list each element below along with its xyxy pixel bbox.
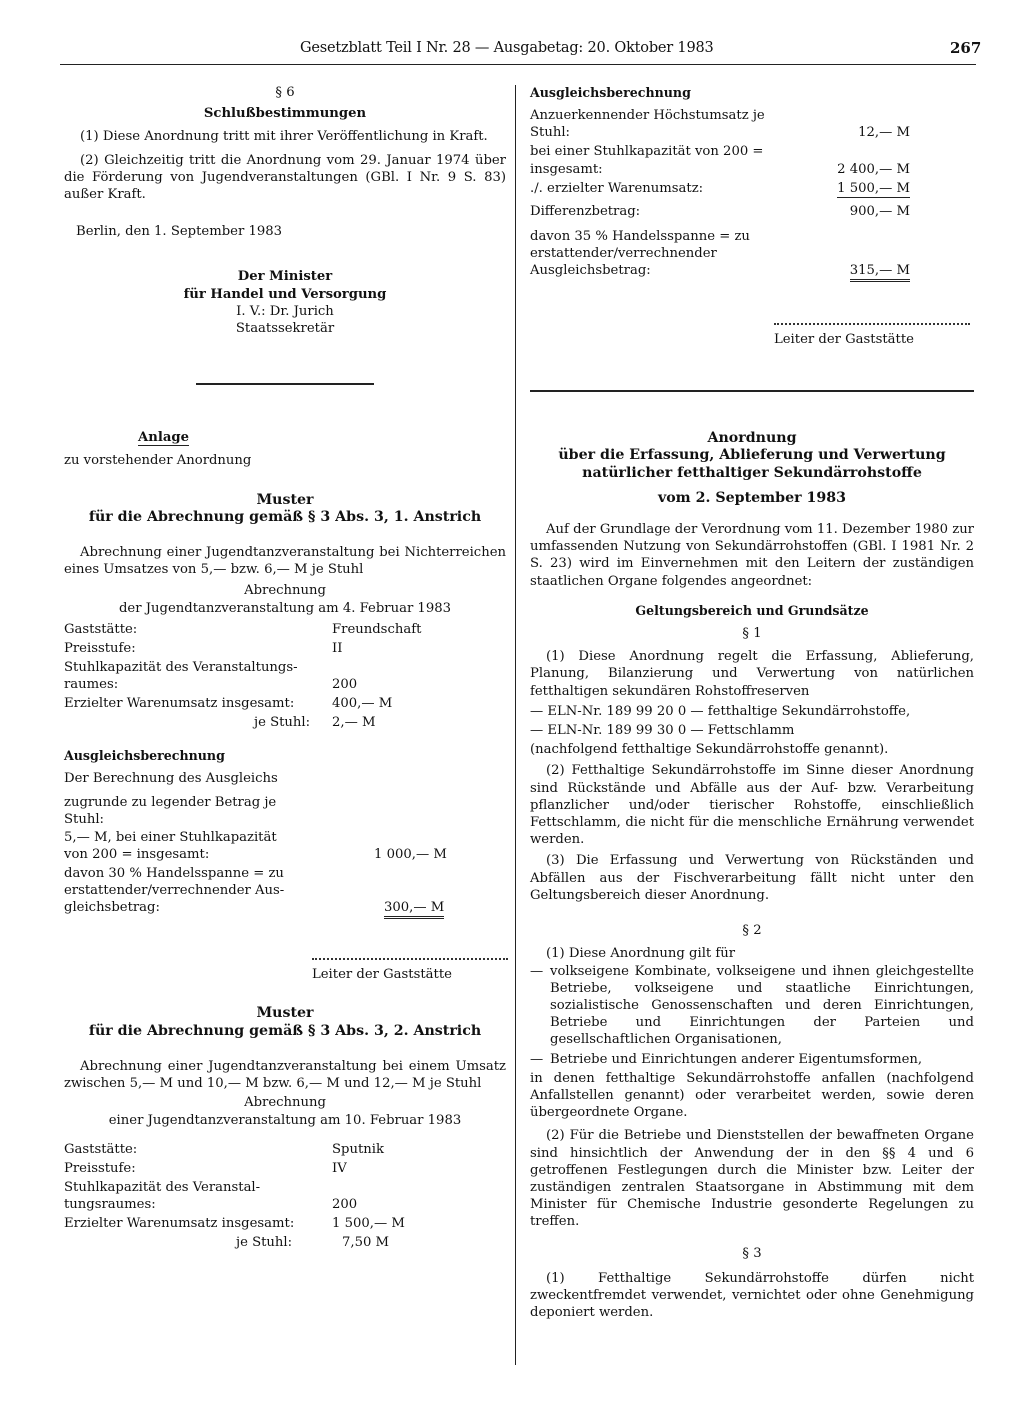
section-2-item-2 xyxy=(530,1051,974,1068)
section-3-number: § 3 xyxy=(742,1245,762,1261)
signature-ministry: für Handel und Versorgung xyxy=(183,286,387,302)
table-row: tungsraumes: 200 xyxy=(64,1196,358,1212)
right-column xyxy=(530,84,974,1321)
section-1-paragraph-3: (3) Die Erfassung und Verwertung von Rückständen und Abfällen aus der Fischverarbeitung fällt nicht unter den Geltungsbereich dieser Anordnung. xyxy=(530,853,974,903)
anordnung-date: vom 2. September 1983 xyxy=(657,489,847,506)
muster-1-leiter: Leiter der Gaststätte xyxy=(312,967,452,983)
ausgleich-line: Ausgleichsbetrag: 315,— M xyxy=(530,262,910,281)
ausgleich-line: zugrunde zu legender Betrag je xyxy=(64,795,277,811)
muster-2-abrechnung: Abrechnung xyxy=(244,1095,326,1111)
table-row: Stuhlkapazität des Veranstaltungs- xyxy=(64,659,298,675)
ausgleich-line: bei einer Stuhlkapazität von 200 = xyxy=(530,144,764,160)
muster-2-table xyxy=(64,1141,506,1253)
section-2-paragraph-1: (1) Diese Anordnung gilt für xyxy=(546,946,736,962)
signature-dots xyxy=(312,958,508,966)
section-6-title: Schlußbestimmungen xyxy=(203,106,367,122)
anlage-title: Anlage xyxy=(138,430,189,446)
page-number: 267 xyxy=(950,39,982,57)
geltungsbereich-title: Geltungsbereich und Grundsätze xyxy=(635,602,869,618)
ausgleich-line: gleichsbetrag: 300,— M xyxy=(64,899,506,918)
table-row: Gaststätte: Freundschaft xyxy=(64,621,422,637)
signature-name: I. V.: Dr. Jurich xyxy=(236,303,334,319)
ausgleich-line: Anzuerkennender Höchstumsatz je xyxy=(530,108,765,124)
table-row: je Stuhl: 2,— M xyxy=(254,714,376,730)
section-6-number: § 6 xyxy=(275,85,295,100)
anordnung-subtitle-1: über die Erfassung, Ablieferung und Verwertung xyxy=(558,447,946,464)
ausgleich-line: davon 35 % Handelsspanne = zu xyxy=(530,228,750,244)
section-6-paragraph-2: (2) Gleichzeitig tritt die Anordnung vom 29. Januar 1974 über die Förderung von Jugendveranstaltungen (GBl. I Nr. 9 S. 83) außer Kraft. xyxy=(64,152,506,203)
left-column xyxy=(64,84,506,1253)
ausgleich-line: insgesamt: 2 400,— M xyxy=(530,161,910,177)
muster-2-abrechnung-date: einer Jugendtanzveranstaltung am 10. Februar 1983 xyxy=(108,1112,462,1128)
signature-dots xyxy=(774,323,970,331)
section-rule xyxy=(530,390,974,392)
section-1-paragraph-2: (2) Fetthaltige Sekundärrohstoffe im Sinne dieser Anordnung sind Rückstände und Abfälle aus der Auf- bzw. Verarbeitung pflanzlicher und/oder tierischer Rohstoffe, einschließlich Fettschlamm, die nicht für die menschliche Ernährung verwendet werden. xyxy=(530,763,974,848)
anlage-subtitle: zu vorstehender Anordnung xyxy=(64,453,252,469)
running-header: Gesetzblatt Teil I Nr. 28 — Ausgabetag: 20. Oktober 1983 xyxy=(300,40,714,56)
ausgleich-title: Ausgleichsberechnung xyxy=(530,85,691,100)
muster-1-ausgleich-title: Ausgleichsberechnung xyxy=(64,747,225,763)
anordnung-subtitle-2: natürlicher fetthaltiger Sekundärrohstoffe xyxy=(582,464,922,481)
muster-2-subtitle: für die Abrechnung gemäß § 3 Abs. 3, 2. Anstrich xyxy=(88,1022,482,1039)
section-1-item-2: — ELN-Nr. 189 99 30 0 — Fettschlamm xyxy=(530,723,795,739)
section-3-paragraph-1: (1) Fetthaltige Sekundärrohstoffe dürfen nicht zweckentfremdet verwendet, vernichtet oder ohne Genehmigung deponiert werden. xyxy=(530,1270,974,1321)
ausgleich-table xyxy=(530,107,910,281)
table-row: je Stuhl: 7,50 M xyxy=(236,1234,390,1250)
ausgleich-line: Stuhl: xyxy=(64,812,104,828)
table-row: Stuhlkapazität des Veranstal- xyxy=(64,1179,261,1195)
right-leiter: Leiter der Gaststätte xyxy=(774,332,914,348)
section-2-paragraph-2: (2) Für die Betriebe und Dienststellen der bewaffneten Organe sind hinsichtlich der Anwendung der in den §§ 4 und 6 getroffenen Festlegungen durch die Minister bzw. Leiter der zuständigen zentralen Staatsorgane in Abstimmung mit dem Minister für Chemische Industrie gesonderte Regelungen zu treffen. xyxy=(530,1128,974,1230)
ausgleich-line: Der Berechnung des Ausgleichs xyxy=(64,771,278,787)
muster-2-title: Muster xyxy=(256,1005,314,1022)
muster-1-title: Muster xyxy=(256,491,314,508)
section-1-number: § 1 xyxy=(742,626,762,642)
ausgleich-line: von 200 = insgesamt: 1 000,— M xyxy=(64,846,447,862)
table-row: Erzielter Warenumsatz insgesamt: 400,— M xyxy=(64,695,393,711)
anordnung-title: Anordnung xyxy=(707,430,797,447)
item-text: volkseigene Kombinate, volkseigene und ihnen gleichgestellte Betriebe, volkseigene und staatliche Einrichtungen, sozialistische Genossenschaften und deren Einrichtungen, Betriebe und Einrichtungen der Parteien und gesellschaftlichen Organisationen, xyxy=(550,963,974,1048)
muster-1-abrechnung-date: der Jugendtanzveranstaltung am 4. Februar 1983 xyxy=(118,600,451,616)
table-row: Preisstufe: IV xyxy=(64,1160,347,1176)
table-row: Gaststätte: Sputnik xyxy=(64,1141,384,1157)
anordnung-intro: Auf der Grundlage der Verordnung vom 11. Dezember 1980 zur umfassenden Nutzung von Sekundärrohstoffen (GBl. I 1981 Nr. 2 S. 23) wird im Einvernehmen mit den Leitern der zuständigen staatlichen Organe folgendes angeordnet: xyxy=(530,522,974,589)
table-row: raumes: 200 xyxy=(64,676,358,692)
place-date: Berlin, den 1. September 1983 xyxy=(76,224,283,240)
muster-1-table xyxy=(64,621,506,733)
section-2-paragraph-1b: in denen fetthaltige Sekundärrohstoffe anfallen (nachfolgend Anfallstellen genannt) oder verarbeitet werden, sowie deren übergeordnete Organe. xyxy=(530,1070,974,1121)
section-2-item-1 xyxy=(530,963,974,1049)
header-rule xyxy=(60,64,976,65)
ausgleich-line: 5,— M, bei einer Stuhlkapazität xyxy=(64,829,277,845)
muster-1-intro: Abrechnung einer Jugendtanzveranstaltung bei Nichterreichen eines Umsatzes von 5,— bzw. 6,— M je Stuhl xyxy=(64,545,506,578)
section-1-paragraph-1: (1) Diese Anordnung regelt die Erfassung, Ablieferung, Planung, Bilanzierung und Verwertung von natürlichen fetthaltigen sekundären Rohstoffreserven xyxy=(530,649,974,699)
signature-role: Staatssekretär xyxy=(235,321,335,337)
column-divider xyxy=(515,85,516,1365)
signature-title: Der Minister xyxy=(237,269,333,285)
section-1-item-1: — ELN-Nr. 189 99 20 0 — fetthaltige Sekundärrohstoffe, xyxy=(530,703,911,719)
muster-1-subtitle: für die Abrechnung gemäß § 3 Abs. 3, 1. Anstrich xyxy=(88,508,482,525)
dash-mark: — xyxy=(530,1051,544,1067)
dash-mark: — xyxy=(530,963,544,979)
table-row: Preisstufe: II xyxy=(64,640,343,656)
ausgleich-line: erstattender/verrechnender Aus- xyxy=(64,883,285,899)
ausgleich-line: Stuhl: 12,— M xyxy=(530,125,910,141)
ausgleich-line: Differenzbetrag: 900,— M xyxy=(530,203,910,219)
ausgleich-line: erstattender/verrechnender xyxy=(530,245,717,261)
section-6-paragraph-1: (1) Diese Anordnung tritt mit ihrer Veröffentlichung in Kraft. xyxy=(80,129,488,145)
section-2-number: § 2 xyxy=(742,923,762,939)
ausgleich-line: ./. erzielter Warenumsatz: 1 500,— M xyxy=(530,180,910,199)
muster-1-abrechnung: Abrechnung xyxy=(244,583,326,599)
muster-2-intro: Abrechnung einer Jugendtanzveranstaltung bei einem Umsatz zwischen 5,— M und 10,— M bzw. 6,— M und 12,— M je Stuhl xyxy=(64,1058,506,1092)
item-text: Betriebe und Einrichtungen anderer Eigentumsformen, xyxy=(550,1051,923,1067)
section-rule xyxy=(196,383,374,385)
ausgleich-line: davon 30 % Handelsspanne = zu xyxy=(64,865,284,881)
muster-1-ausgleich xyxy=(64,770,506,918)
table-row: Erzielter Warenumsatz insgesamt: 1 500,— M xyxy=(64,1215,405,1231)
section-1-item-3: (nachfolgend fetthaltige Sekundärrohstoffe genannt). xyxy=(530,742,889,758)
